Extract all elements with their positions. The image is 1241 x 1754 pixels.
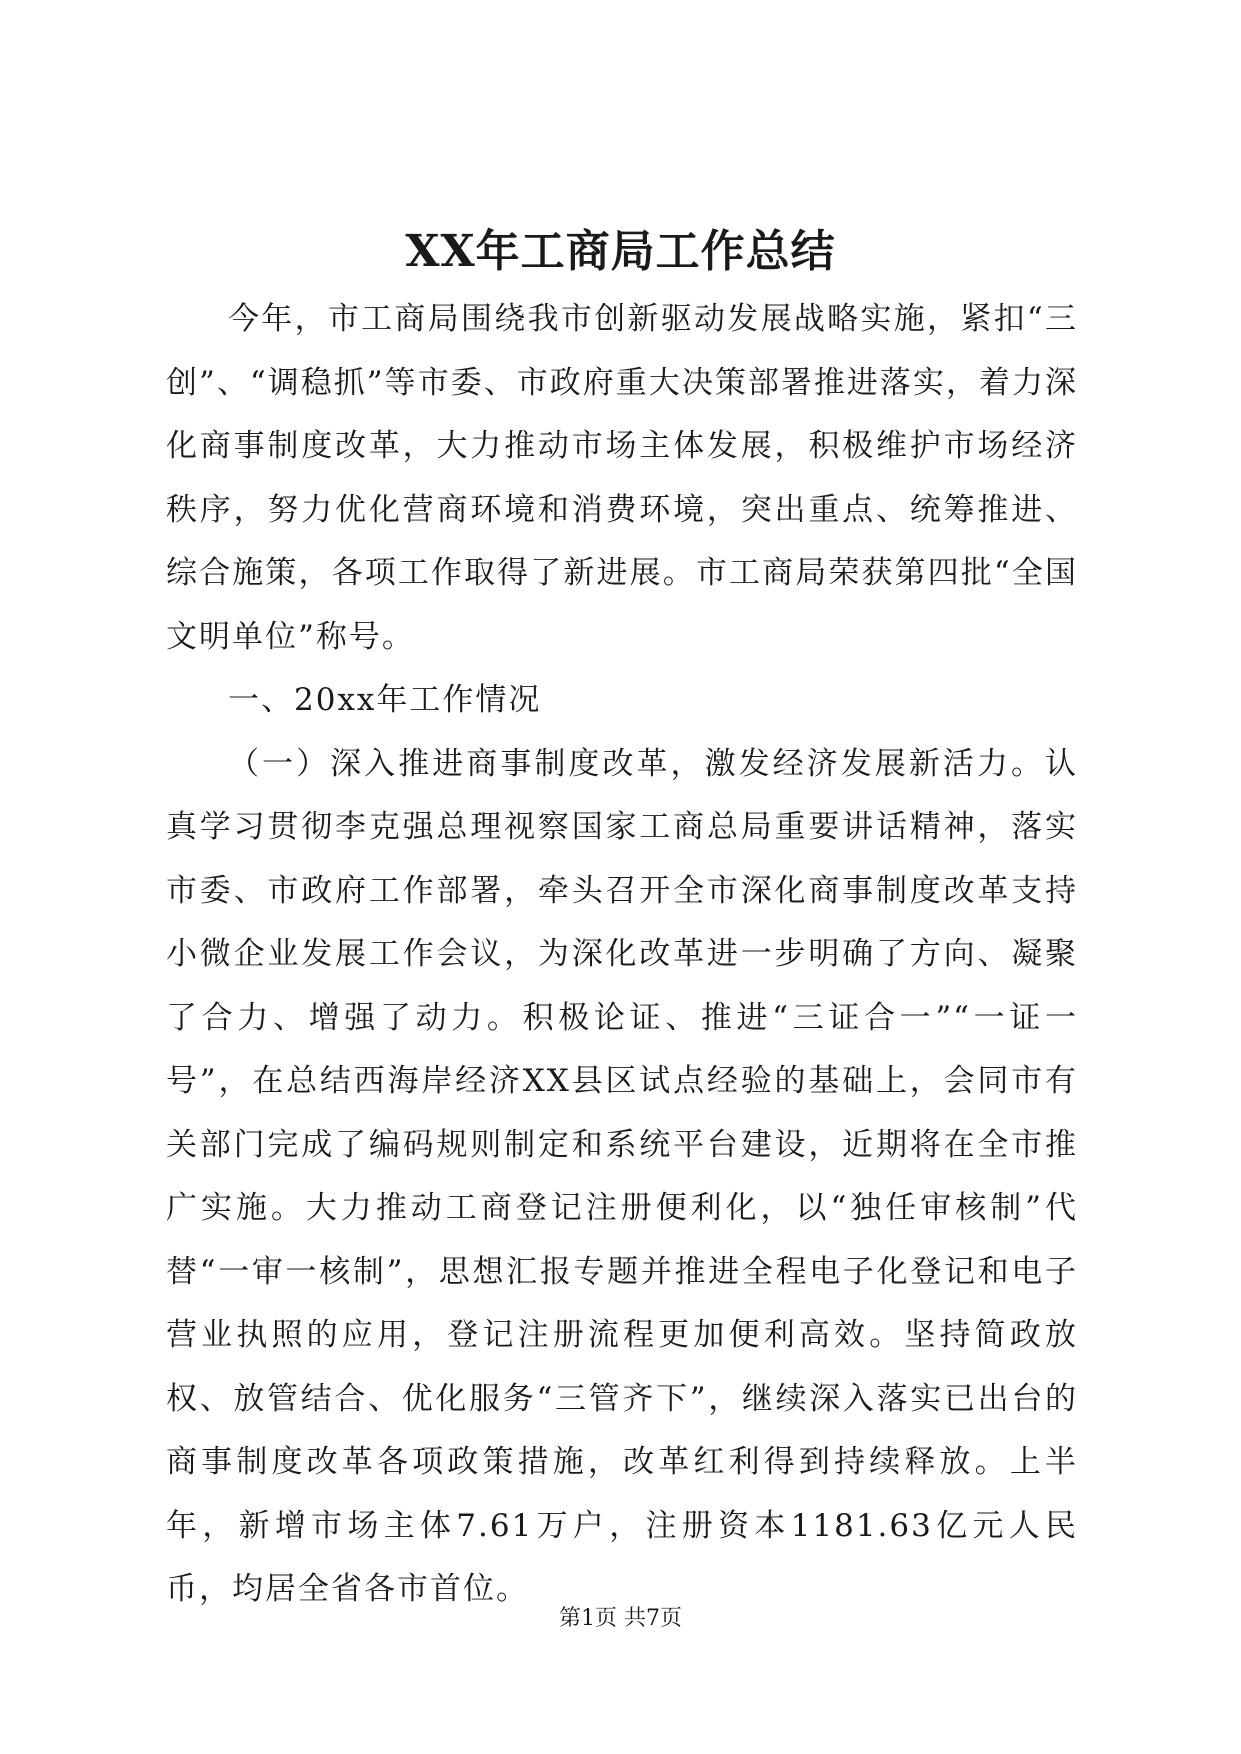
document-title: XX年工商局工作总结 [405, 226, 836, 277]
current-page-number: 1 [580, 1606, 595, 1631]
intro-paragraph: 今年，市工商局围绕我市创新驱动发展战略实施，紧扣“三创”、“调稳抓”等市委、市政府重大决策部署推进落实，着力深化商事制度改革，大力推动市场主体发展，积极维护市场经济秩序，努力优化营商环境和消费环境，突出重点、统筹推进、综合施策，各项工作取得了新进展。市工商局荣获第四批“全国文明单位”称号。 [166, 301, 1078, 655]
page-suffix: 页 [594, 1606, 617, 1631]
total-suffix: 页 [660, 1606, 683, 1631]
subsection-paragraph: （一）深入推进商事制度改革，激发经济发展新活力。认真学习贯彻李克强总理视察国家工商总局重要讲话精神，落实市委、市政府工作部署，牵头召开全市深化商事制度改革支持小微企业发展工作会议，为深化改革进一步明确了方向、凝聚了合力、增强了动力。积极论证、推进“三证合一”“一证一号”，在总结西海岸经济XX县区试点经验的基础上，会同市有关部门完成了编码规则制定和系统平台建设，近期将在全市推广实施。大力推动工商登记注册便利化，以“独任审核制”代替“一审一核制”，思想汇报专题并推进全程电子化登记和电子营业执照的应用，登记注册流程更加便利高效。坚持简政放权、放管结合、优化服务“三管齐下”，继续深入落实已出台的商事制度改革各项政策措施，改革红利得到持续释放。上半年，新增市场主体7.61万户，注册资本1181.63亿元人民币，均居全省各市首位。 [166, 745, 1078, 1607]
total-pages-number: 7 [646, 1606, 661, 1631]
section-heading: 一、20xx年工作情况 [228, 682, 542, 718]
page-footer [0, 1604, 1241, 1634]
total-prefix: 共 [624, 1606, 647, 1631]
page-prefix: 第 [558, 1606, 581, 1631]
document-body [166, 288, 1078, 1622]
